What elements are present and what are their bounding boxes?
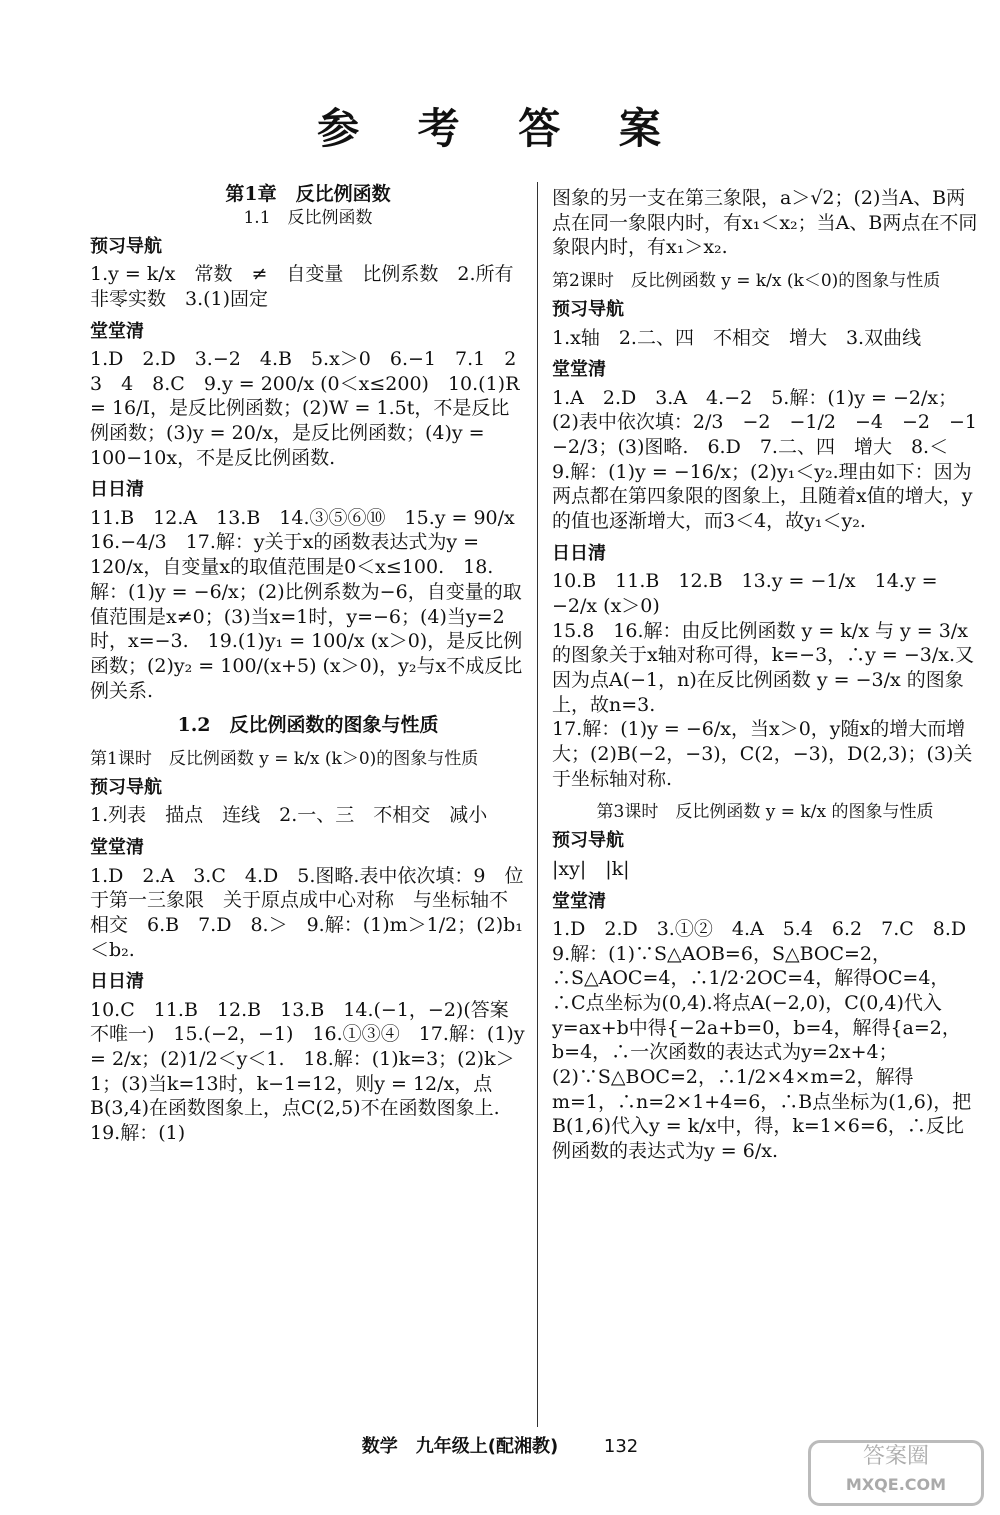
section-label-class: 堂堂清	[90, 320, 144, 342]
answer-paragraph: 10.B 11.B 12.B 13.y = −1/x 14.y = −2/x (x＞0) 15.8 16.解：由反比例函数 y = k/x 与 y = 3/x 的图象关于x轴对称可得，k=−3，∴y = −3/x.又因为点A(−1，n)在反比例函数 y = −3/x 的图象上，故n=3. 17.解：(1)y = −6/x，当x＞0，y随x的增大而增大；(2)B(−2，−3)，C(2，−3)，D(2,3)；(3)关于坐标轴对称.	[552, 570, 975, 790]
section-label-daily: 日日清	[90, 479, 144, 501]
lesson-heading-1: 第1课时 反比例函数 y = k/x (k＞0)的图象与性质	[90, 748, 479, 769]
answer-paragraph: 1.A 2.D 3.A 4.−2 5.解：(1)y = −2/x；(2)表中依次填：2/3 −2 −1/2 −4 −2 −1 −2/3；(3)图略. 6.D 7.二、四 增大 8.＜ 9.解：(1)y = −16/x；(2)y₁＜y₂.理由如下：因为两点都在第四象限的图象上，且随着x值的增大，y的值也逐渐增大，而3＜4，故y₁＜y₂.	[552, 386, 997, 533]
answer-paragraph: 10.C 11.B 12.B 13.B 14.(−1，−2)(答案不唯一) 15.(−2，−1) 16.①③④ 17.解：(1)y = 2/x；(2)1/2＜y＜1. 18.解：(1)k=3；(2)k＞1；(3)当k=13时，k−1=12，则y = 12/x，点B(3,4)在函数图象上，点C(2,5)不在函数图象上. 19.解：(1)	[90, 998, 531, 1145]
page-title: 参 考 答 案	[317, 104, 683, 153]
watermark-text: 答案圈	[862, 1444, 929, 1469]
answer-paragraph: 1.y = k/x 常数 ≠ 自变量 比例系数 2.所有非零实数 3.(1)固定	[90, 263, 514, 310]
watermark-domain: MXQE.COM	[845, 1475, 947, 1494]
footer-subject: 数学 九年级上(配湘教)	[361, 1436, 559, 1457]
section-label-class: 堂堂清	[552, 359, 606, 381]
chapter-heading: 第1章 反比例函数	[225, 183, 391, 205]
column-divider	[537, 182, 538, 1427]
answer-paragraph: 1.D 2.D 3.①② 4.A 5.4 6.2 7.C 8.D 9.解：(1)∵S△AOB=6，S△BOC=2，∴S△AOC=4，∴1/2·2OC=4，解得OC=4，∴C点坐标为(0,4).将点A(−2,0)，C(0,4)代入y=ax+b中得{−2a+b=0，b=4，解得{a=2，b=4，∴一次函数的表达式为y=2x+4；(2)∵S△BOC=2，∴1/2×4×m=2，解得m=1，∴n=2×1+4=6，∴B点坐标为(1,6)，把B(1,6)代入y = k/x中，得，k=1×6=6，∴反比例函数的表达式为y = 6/x.	[552, 917, 972, 1163]
lesson-heading-2: 第2课时 反比例函数 y = k/x (k＜0)的图象与性质	[552, 271, 941, 292]
answer-paragraph: |xy| |k|	[552, 857, 630, 880]
section-label-class: 堂堂清	[90, 837, 144, 859]
section-label-preview: 预习导航	[552, 830, 624, 852]
section-heading-1-2: 1.2 反比例函数的图象与性质	[177, 714, 439, 737]
page-number: 132	[603, 1436, 639, 1457]
answer-paragraph: 11.B 12.A 13.B 14.③⑤⑥⑩ 15.y = 90/x 16.−4/3 17.解：y关于x的函数表达式为y = 120/x，自变量x的取值范围是0＜x≤100. 18.解：(1)y = −6/x；(2)比例系数为−6，自变量的取值范围是x≠0；(3)当x=1时，y=−6；(4)当y=2时，x=−3. 19.(1)y₁ = 100/x (x＞0)，是反比例函数；(2)y₂ = 100/(x+5) (x＞0)，y₂与x不成反比例关系.	[90, 506, 523, 702]
lesson-heading-3: 第3课时 反比例函数 y = k/x 的图象与性质	[596, 802, 934, 823]
answer-paragraph: 1.D 2.A 3.C 4.D 5.图略.表中依次填：9 位于第一三象限 关于原点成中心对称 与坐标轴不相交 6.B 7.D 8.＞ 9.解：(1)m＞1/2；(2)b₁＜b₂.	[90, 864, 524, 961]
section-label-daily: 日日清	[552, 542, 606, 564]
section-label-preview: 预习导航	[90, 235, 162, 257]
answer-paragraph: 1.D 2.D 3.−2 4.B 5.x＞0 6.−1 7.1 2 3 4 8.C 9.y = 200/x (0＜x≤200) 10.(1)R = 16/I，是反比例函数；(2)W = 1.5t，不是反比例函数；(3)y = 20/x，是反比例函数；(4)y = 100−10x，不是反比例函数.	[90, 347, 536, 469]
answer-paragraph: 1.列表 描点 连线 2.一、三 不相交 减小	[90, 804, 488, 827]
section-label-daily: 日日清	[90, 971, 144, 993]
right-column	[552, 182, 997, 1172]
answer-paragraph: 1.x轴 2.二、四 不相交 增大 3.双曲线	[552, 326, 922, 349]
section-heading-1-1: 1.1 反比例函数	[243, 207, 373, 228]
section-label-class: 堂堂清	[552, 890, 606, 912]
left-column	[90, 182, 536, 1154]
answer-paragraph: 图象的另一支在第三象限，a＞√2；(2)当A、B两点在同一象限内时，有x₁＜x₂；当A、B两点在不同象限内时，有x₁＞x₂.	[552, 187, 978, 259]
section-label-preview: 预习导航	[90, 777, 162, 799]
watermark-logo	[808, 1440, 984, 1506]
section-label-preview: 预习导航	[552, 299, 624, 321]
